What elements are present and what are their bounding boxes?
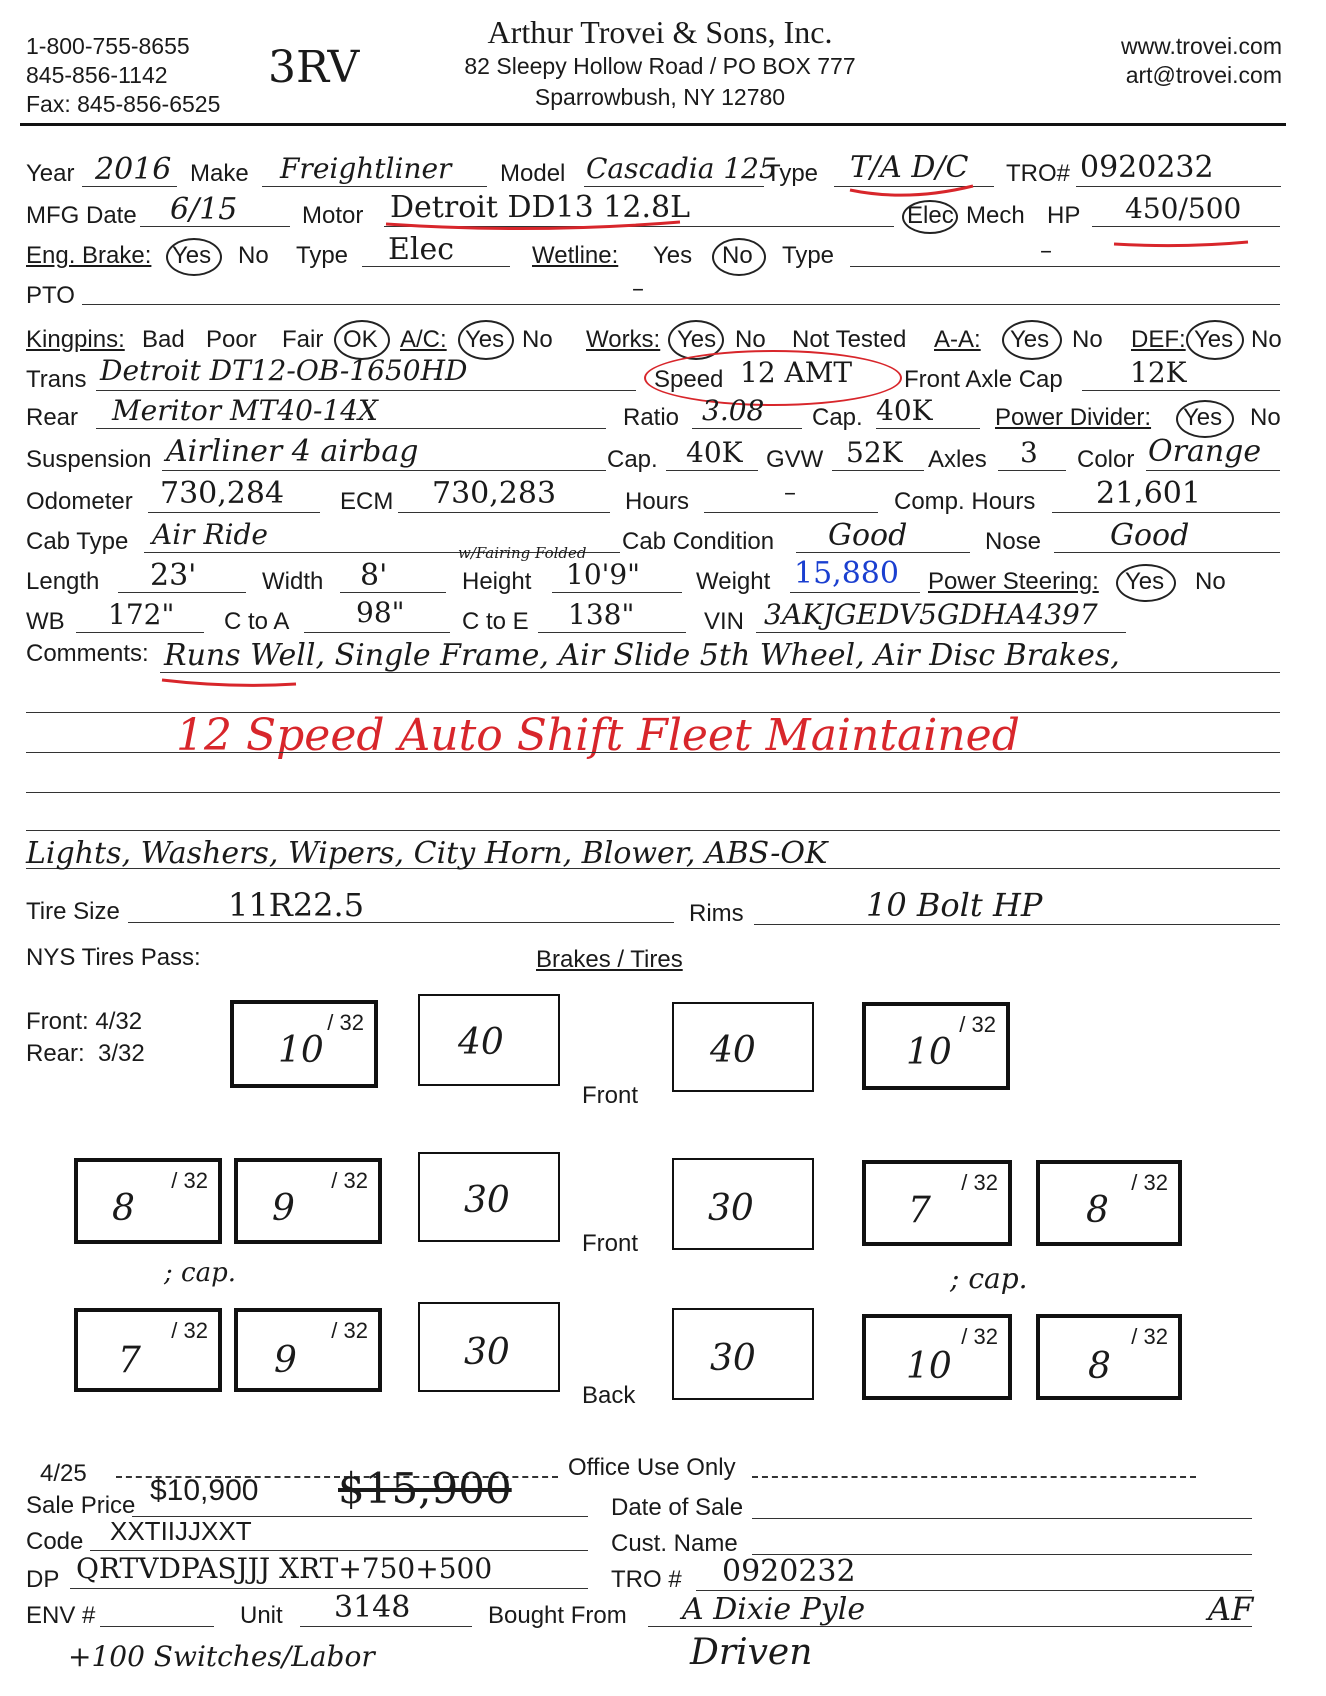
hours-value: – [784,478,796,506]
nys-tires-label: NYS Tires Pass: [26,944,201,971]
suspension-value: Airliner 4 airbag [166,434,419,469]
power-divider-label: Power Divider: [995,404,1152,431]
drive1-outer-left-tire-box[interactable] [74,1158,222,1244]
length-value: 23' [150,558,197,593]
front-right-tire-value: 10 [906,1032,952,1073]
website-link[interactable]: www.trovei.com [1120,33,1282,59]
front-right-tire-box[interactable] [862,1002,1010,1090]
drive1-inner-right-tire-box[interactable] [862,1160,1012,1246]
drive1-inner-left-unit: / 32 [331,1168,368,1193]
suspension-cap-value: 40K [686,436,743,469]
make-value: Freightliner [280,152,452,185]
c-to-e-value: 138" [568,598,635,631]
hp-value: 450/500 [1125,192,1242,225]
drive1-left-brake-value: 30 [464,1180,510,1221]
drive1-right-brake-value: 30 [708,1188,754,1229]
make-label: Make [190,160,249,187]
drive2-outer-right-value: 8 [1088,1346,1111,1387]
phone-1: 1-800-755-8655 [26,33,190,59]
type-value: T/A D/C [850,150,969,185]
front-label-2: Front [582,1230,639,1257]
ecm-label: ECM [340,488,394,515]
cab-type-value: Air Ride [152,518,268,551]
drive2-outer-right-unit: / 32 [1131,1324,1168,1349]
unit-value: 3148 [334,1590,411,1625]
tire-size-value: 11R22.5 [228,886,365,924]
front-axle-cap-value: 12K [1130,356,1187,389]
phone-2: 845-856-1142 [26,62,168,88]
nose-value: Good [1110,518,1190,553]
company-name: Arthur Trovei & Sons, Inc. [487,14,833,50]
aa-no[interactable]: No [1072,326,1103,353]
office-use-label: Office Use Only [568,1454,736,1481]
mech-option[interactable]: Mech [966,202,1025,229]
drive1-inner-right-unit: / 32 [961,1170,998,1195]
header-divider [20,123,1286,126]
kingpins-ok[interactable]: OK [343,326,378,353]
ac-yes[interactable]: Yes [465,326,505,353]
comment-red-underline [160,674,300,690]
weight-label: Weight [696,568,771,595]
comment-line-3: Lights, Washers, Wipers, City Horn, Blower, ABS-OK [26,836,828,871]
ratio-value: 3.08 [702,394,765,427]
ac-label: A/C: [400,326,447,353]
tro-value: 0920232 [1080,150,1214,185]
wetline-label: Wetline: [532,242,619,269]
wetline-type-label: Type [782,242,835,269]
front-left-tire-box[interactable] [230,1000,378,1088]
power-steering-yes-circle [1116,564,1176,602]
ecm-value: 730,283 [432,476,557,511]
rims-value: 10 Bolt HP [866,886,1043,924]
odometer-value: 730,284 [160,476,285,511]
vin-label: VIN [704,608,745,635]
power-divider-no[interactable]: No [1250,404,1281,431]
year-value: 2016 [95,152,172,187]
drive1-inner-left-tire-box[interactable] [234,1158,382,1244]
kingpins-label: Kingpins: [26,326,125,353]
wetline-type-value: – [1040,236,1052,264]
gvw-label: GVW [766,446,824,473]
drive1-outer-right-tire-box[interactable] [1036,1160,1182,1246]
drive1-right-brake-box[interactable] [672,1158,814,1250]
odometer-label: Odometer [26,488,133,515]
def-label: DEF: [1131,326,1186,353]
eng-brake-label: Eng. Brake: [26,242,152,269]
aa-yes-circle [1002,320,1062,360]
model-label: Model [500,160,566,187]
length-label: Length [26,568,100,595]
drive1-inner-right-value: 7 [908,1190,931,1231]
drive2-outer-left-unit: / 32 [171,1318,208,1343]
c-to-a-value: 98" [356,596,405,629]
drive2-inner-right-unit: / 32 [961,1324,998,1349]
contact-phones [26,32,220,119]
ratio-label: Ratio [623,404,680,431]
aa-yes[interactable]: Yes [1010,326,1050,353]
motor-label: Motor [302,202,364,229]
drive2-inner-left-value: 9 [274,1340,297,1381]
comment-line-1: Runs Well, Single Frame, Air Slide 5th Wheel, Air Disc Brakes, [164,638,1120,673]
year-label: Year [26,160,75,187]
drive2-inner-right-tire-box[interactable] [862,1314,1012,1400]
comp-hours-label: Comp. Hours [894,488,1036,515]
hours-label: Hours [625,488,690,515]
kingpins-fair[interactable]: Fair [282,326,324,353]
drive1-inner-left-value: 9 [272,1188,295,1229]
handwritten-mark: 3RV [268,42,360,93]
power-steering-label: Power Steering: [928,568,1099,595]
back-label: Back [582,1382,636,1409]
power-steering-yes[interactable]: Yes [1125,568,1165,595]
works-yes[interactable]: Yes [677,326,717,353]
width-value: 8' [360,558,388,593]
drive2-inner-left-tire-box[interactable] [234,1308,382,1392]
works-label: Works: [586,326,661,353]
model-value: Cascadia 125 [586,152,777,185]
drive1-left-brake-box[interactable] [418,1152,560,1242]
dp-label: DP [26,1566,60,1593]
front-right-brake-value: 40 [710,1030,756,1071]
sale-price-value: $10,900 [150,1474,259,1507]
rear-cap-label: Cap. [812,404,863,431]
power-steering-no[interactable]: No [1195,568,1226,595]
bought-from-value: A Dixie Pyle [682,1592,866,1627]
front-right-tire-unit: / 32 [959,1012,996,1037]
cab-type-label: Cab Type [26,528,129,555]
color-label: Color [1077,446,1135,473]
front-left-tire-unit: / 32 [327,1010,364,1035]
works-not-tested[interactable]: Not Tested [792,326,907,353]
c-to-a-label: C to A [224,608,290,635]
unit-label: Unit [240,1602,283,1629]
note-switches-labor: +100 Switches/Labor [68,1640,375,1673]
drive2-inner-left-unit: / 32 [331,1318,368,1343]
works-no[interactable]: No [735,326,766,353]
vin-value: 3AKJGEDV5GDHA4397 [764,598,1098,631]
rear-spec: Rear: 3/32 [26,1040,145,1067]
initials: AF [1208,1590,1254,1628]
drive2-right-brake-value: 30 [710,1338,756,1379]
cap-note-left: ; cap. [164,1258,236,1288]
axles-label: Axles [928,446,987,473]
elec-option[interactable]: Elec [907,202,954,229]
front-spec: Front: 4/32 [26,1008,143,1035]
comments-label: Comments: [26,640,149,667]
trans-label: Trans [26,366,87,393]
tro-label: TRO# [1006,160,1071,187]
height-label: Height [462,568,532,595]
mfg-date-label: MFG Date [26,202,137,229]
def-no[interactable]: No [1251,326,1282,353]
front-label-1: Front [582,1082,639,1109]
comment-line-2: 12 Speed Auto Shift Fleet Maintained [176,710,1020,761]
height-value: 10'9" [566,558,641,591]
eng-brake-yes[interactable]: Yes [172,242,212,269]
front-left-tire-value: 10 [278,1030,324,1071]
cap-note-right: ; cap. [950,1262,1028,1295]
drive2-outer-right-tire-box[interactable] [1036,1314,1182,1400]
hp-label: HP [1047,202,1081,229]
axles-value: 3 [1020,436,1038,469]
power-divider-yes[interactable]: Yes [1183,404,1223,431]
pto-label: PTO [26,282,75,309]
wb-label: WB [26,608,65,635]
speed-label: Speed [654,366,724,393]
address-line-2: Sparrowbush, NY 12780 [534,84,786,110]
sale-price-label: Sale Price [26,1492,136,1519]
brakes-tires-label: Brakes / Tires [536,946,683,973]
drive2-left-brake-box[interactable] [418,1302,560,1392]
suspension-label: Suspension [26,446,152,473]
tire-size-label: Tire Size [26,898,120,925]
tro2-value: 0920232 [722,1554,856,1589]
drive1-outer-left-unit: / 32 [171,1168,208,1193]
dp-value: QRTVDPASJJJ XRT+750+500 [76,1552,493,1585]
c-to-e-label: C to E [462,608,529,635]
weight-value: 15,880 [794,556,899,591]
date-of-sale-label: Date of Sale [611,1494,744,1521]
cab-condition-label: Cab Condition [622,528,775,555]
note-driven: Driven [690,1632,813,1673]
motor-value: Detroit DD13 12.8L [390,190,690,225]
pto-value: – [632,274,644,302]
def-yes[interactable]: Yes [1194,326,1234,353]
env-label: ENV # [26,1602,96,1629]
bought-from-label: Bought From [488,1602,627,1629]
mfg-date-value: 6/15 [170,192,238,227]
width-label: Width [262,568,324,595]
drive2-outer-left-value: 7 [118,1340,141,1381]
ac-no[interactable]: No [522,326,553,353]
company-header [360,14,960,111]
speed-value: 12 AMT [740,356,853,389]
type-label: Type [766,160,819,187]
type-red-underline [848,180,978,202]
address-line-1: 82 Sleepy Hollow Road / PO BOX 777 [464,53,856,79]
drive2-inner-right-value: 10 [906,1346,952,1387]
fax: Fax: 845-856-6525 [26,91,221,117]
kingpins-poor[interactable]: Poor [206,326,257,353]
cab-condition-value: Good [828,518,908,553]
drive2-left-brake-value: 30 [464,1332,510,1373]
drive1-outer-left-value: 8 [112,1188,135,1229]
gvw-value: 52K [846,436,903,469]
elec-circle [902,200,958,234]
comp-hours-value: 21,601 [1096,476,1201,511]
front-right-brake-box[interactable] [672,1002,814,1092]
eng-brake-no[interactable]: No [238,242,269,269]
trans-value: Detroit DT12-OB-1650HD [100,354,468,387]
drive2-right-brake-box[interactable] [672,1308,814,1400]
kingpins-bad[interactable]: Bad [142,326,185,353]
cust-name-label: Cust. Name [611,1530,738,1557]
nose-label: Nose [985,528,1042,555]
front-axle-cap-label: Front Axle Cap [904,366,1063,393]
power-divider-yes-circle [1176,400,1234,438]
email-link[interactable]: art@trovei.com [1125,62,1282,88]
rims-label: Rims [689,900,744,927]
drive1-outer-right-unit: / 32 [1131,1170,1168,1195]
eng-brake-yes-circle [166,238,222,276]
code-value: XXTIIJJXXT [110,1516,252,1546]
wetline-no[interactable]: No [722,242,753,269]
drive1-outer-right-value: 8 [1086,1190,1109,1231]
height-note: w/Fairing Folded [458,544,587,562]
suspension-cap-label: Cap. [607,446,658,473]
front-left-brake-value: 40 [458,1022,504,1063]
color-value: Orange [1148,434,1262,469]
aa-label: A-A: [934,326,981,353]
tro2-label: TRO # [611,1566,682,1593]
sale-price-handwritten: $15,900 [338,1464,512,1513]
eng-brake-type-label: Type [296,242,349,269]
def-yes-circle [1186,320,1244,360]
rear-value: Meritor MT40-14X [112,394,378,427]
wb-value: 172" [108,598,175,631]
rear-cap-value: 40K [876,394,933,427]
rear-label: Rear [26,404,79,431]
drive2-outer-left-tire-box[interactable] [74,1308,222,1392]
date-note: 4/25 [40,1460,87,1487]
contact-web [1121,32,1282,90]
wetline-no-circle [712,238,766,276]
hp-red-underline [1112,236,1252,250]
eng-brake-type-value: Elec [388,232,455,267]
code-label: Code [26,1528,84,1555]
wetline-yes[interactable]: Yes [653,242,693,269]
front-left-brake-box[interactable] [418,994,560,1086]
